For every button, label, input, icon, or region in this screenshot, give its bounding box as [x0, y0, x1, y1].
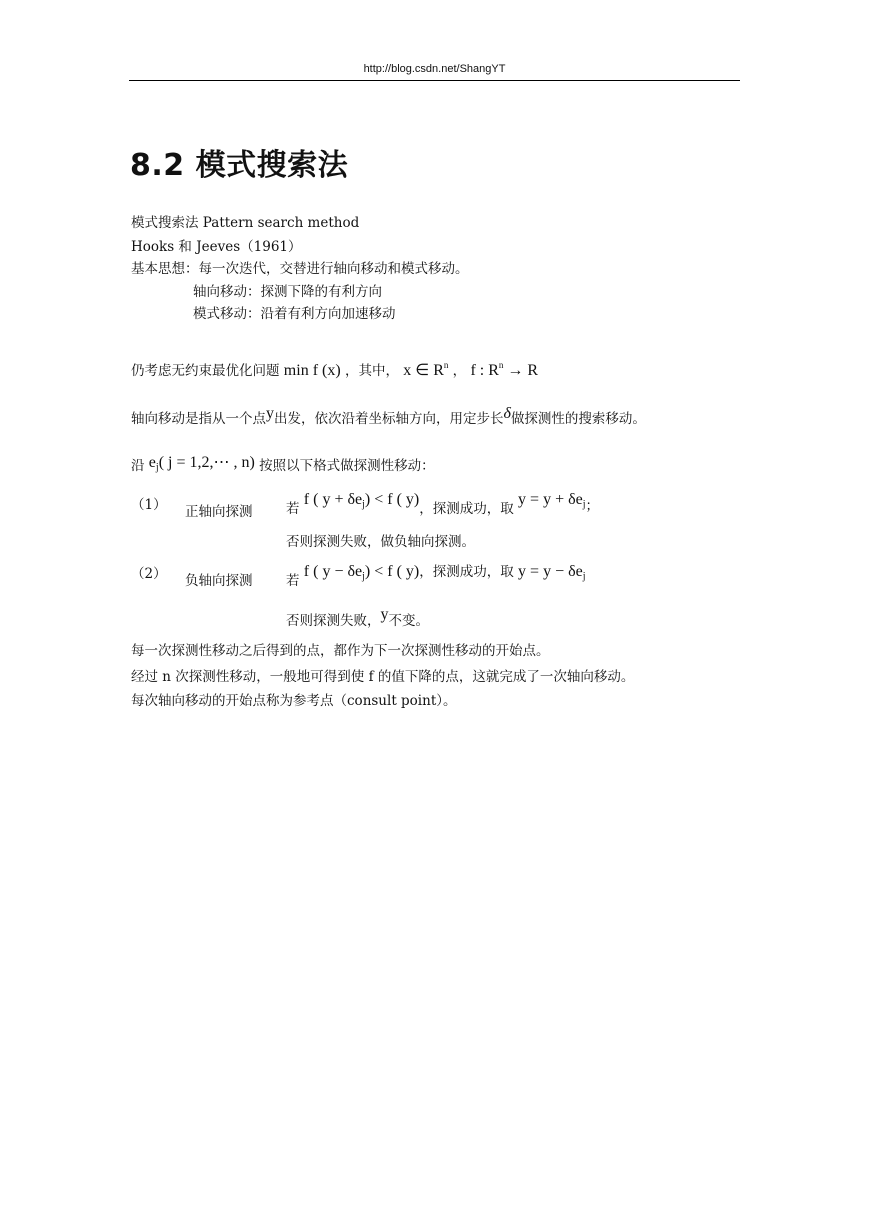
domain-sup: n — [443, 360, 449, 370]
map-text-2: → R — [503, 362, 539, 379]
step-2-mid: ，探测成功，取 — [419, 564, 514, 580]
header-url: http://blog.csdn.net/ShangYT — [363, 63, 506, 75]
intro-line-1 — [131, 211, 359, 231]
step-2-name: 负轴向探测 — [185, 573, 253, 589]
intro-line-3: 基本思想：每一次迭代，交替进行轴向移动和模式移动。 — [131, 261, 469, 277]
closing-line-2: 经过 n 次探测性移动，一般地可得到使 f 的值下降的点，这就完成了一次轴向移动。 — [131, 669, 635, 685]
step-1-mid: ，探测成功，取 — [419, 501, 514, 517]
intro-line-1-text: 模式搜索法 Pattern search method — [131, 215, 360, 231]
step-1-cond-j: j — [362, 499, 365, 510]
section-title: 8.2 模式搜索法 — [130, 148, 349, 183]
step-2-else-a: 否则探测失败， — [286, 613, 381, 629]
step-2-else-y: y — [380, 606, 389, 623]
step-1-cond-a: f ( y + δe — [303, 491, 363, 508]
pattern-move-desc: 模式移动：沿着有利方向加速移动 — [193, 306, 396, 322]
closing-line-3: 每次轴向移动的开始点称为参考点（consult point）。 — [131, 693, 457, 709]
step-2-condition — [286, 560, 586, 589]
direction-formula — [149, 454, 255, 471]
step-delta: δ — [503, 405, 511, 422]
problem-statement — [131, 359, 538, 380]
header-rule — [129, 80, 740, 81]
axial-def-text-1: 轴向移动是指从一个点 — [131, 411, 266, 427]
step-2-number: （2） — [131, 566, 167, 582]
point-y: y — [266, 405, 274, 422]
axial-def-text-3: 做探测性的搜索移动。 — [510, 411, 646, 427]
direction-j: j — [155, 462, 159, 473]
step-1-name: 正轴向探测 — [185, 504, 253, 520]
step-1-res-j: j — [582, 499, 586, 510]
step-1-number: （1） — [131, 497, 167, 513]
along-prefix: 沿 — [131, 458, 145, 474]
axial-definition — [131, 405, 646, 427]
step-2-cond-formula — [304, 563, 419, 580]
step-2-cond-j: j — [362, 571, 365, 582]
intro-line-2-text: Hooks 和 Jeeves（1961） — [131, 239, 302, 255]
intro-line-2 — [131, 235, 302, 255]
along-directions — [131, 452, 435, 474]
domain-text: x ∈ R — [403, 362, 444, 379]
closing-line-1: 每一次探测性移动之后得到的点，都作为下一次探测性移动的开始点。 — [131, 643, 550, 659]
problem-formula-map — [470, 362, 538, 379]
axial-def-text-2: 出发，依次沿着坐标轴方向，用定步长 — [274, 411, 504, 427]
step-1-cond-b: ) < f ( y) — [364, 491, 420, 508]
step-1-res: y = y + δe — [518, 491, 583, 508]
step-2-if: 若 — [286, 573, 300, 589]
problem-comma: ， — [452, 363, 467, 379]
step-2-res-j: j — [582, 571, 586, 582]
step-1-else: 否则探测失败，做负轴向探测。 — [286, 534, 475, 550]
step-1-end: ； — [585, 498, 600, 514]
step-2-else — [286, 606, 429, 629]
step-1-condition — [286, 491, 599, 517]
map-text: f : R — [470, 362, 499, 379]
step-1-if: 若 — [286, 501, 300, 517]
step-2-cond-b: ) < f ( y) — [364, 563, 420, 580]
step-2-else-b: 不变。 — [388, 613, 429, 629]
problem-text-2: ，其中， — [344, 363, 399, 379]
map-sup: n — [498, 360, 504, 370]
problem-formula-min: min f (x) — [283, 362, 341, 379]
step-2-cond-a: f ( y − δe — [303, 563, 363, 580]
along-suffix: 按照以下格式做探测性移动： — [259, 458, 435, 474]
direction-range: ( j = 1,2,⋯ , n) — [158, 454, 255, 471]
step-1-result — [518, 491, 585, 508]
step-1-cond-formula — [304, 491, 419, 508]
direction-e: e — [148, 454, 156, 471]
axial-move-desc: 轴向移动：探测下降的有利方向 — [193, 284, 382, 300]
step-2-res: y = y − δe — [518, 563, 583, 580]
step-2-result — [518, 563, 585, 580]
problem-formula-domain — [403, 362, 448, 379]
problem-text: 仍考虑无约束最优化问题 — [131, 363, 280, 379]
